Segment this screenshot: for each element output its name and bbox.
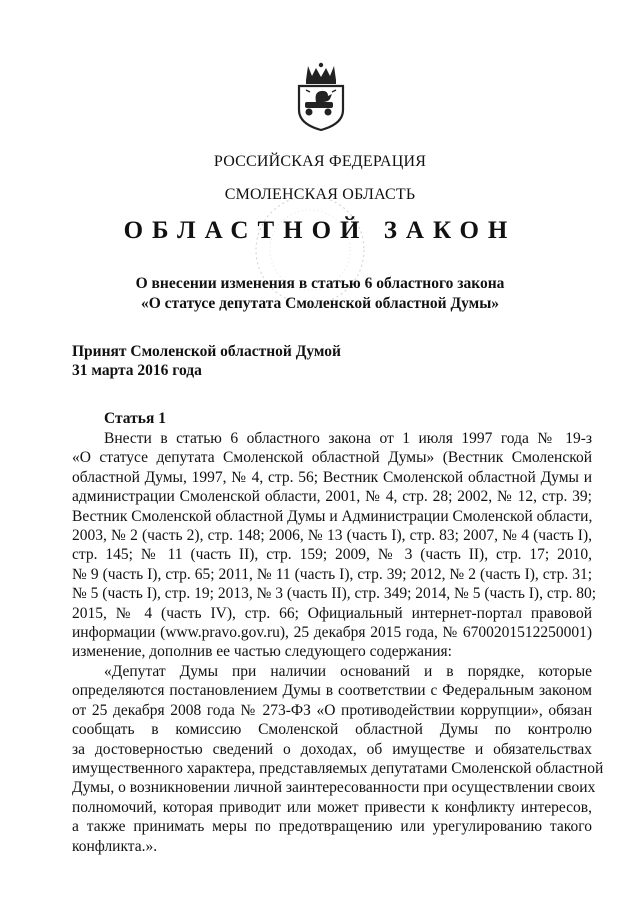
text-line: «О статусе депутата Смоленской областной Думы» (Вестник Смоленской (72, 449, 592, 467)
coat-of-arms-icon (294, 62, 348, 132)
law-subject (0, 274, 640, 314)
text-line: а также принимать меры по предотвращению или урегулированию такого (72, 818, 592, 836)
text-line: 2015, № 4 (часть IV), стр. 66; Официальный интернет-портал правовой (72, 604, 592, 622)
text-line: информации (www.pravo.gov.ru), 25 декабря 2015 года, № 6700201512250001) (72, 623, 592, 641)
text-line: администрации Смоленской области, 2001, № 4, стр. 28; 2002, № 12, стр. 39; (72, 488, 592, 506)
text-line: имущественного характера, представляемых депутатами Смоленской областной (72, 759, 604, 777)
text-line: конфликта.». (72, 837, 158, 855)
article-paragraph-2 (72, 662, 604, 856)
adoption-info (72, 342, 341, 380)
text-line: стр. 145; № 11 (часть II), стр. 159; 2009, № 3 (часть II), стр. 17; 2010, (72, 546, 592, 564)
law-subject-line-1: О внесении изменения в статью 6 областного закона (135, 275, 505, 292)
text-line: «Депутат Думы при наличии оснований и в порядке, которые (104, 663, 592, 680)
text-line: областной Думы, 1997, № 4, стр. 56; Вестник Смоленской областной Думы и (72, 468, 592, 486)
text-line: Думы, о возникновении личной заинтересованности при осуществлении своих (72, 779, 596, 797)
text-line: Вестник Смоленской областной Думы и Администрации Смоленской области, (72, 507, 593, 525)
country-name: РОССИЙСКАЯ ФЕДЕРАЦИЯ (213, 153, 427, 170)
text-line: определяются постановлением Думы в соответствии с Федеральным законом (72, 682, 592, 700)
law-subject-line-2: «О статусе депутата Смоленской областной Думы» (140, 295, 500, 312)
region-name: СМОЛЕНСКАЯ ОБЛАСТЬ (224, 186, 416, 203)
text-line: сообщать в комиссию Смоленской областной Думы по контролю (72, 721, 592, 739)
text-line: Внести в статью 6 областного закона от 1 июля 1997 года № 19-з (104, 430, 592, 447)
adoption-body: Принят Смоленской областной Думой (72, 343, 341, 360)
text-line: № 9 (часть I), стр. 65; 2011, № 11 (часть I), стр. 39; 2012, № 2 (часть I), стр. 31; (72, 565, 592, 583)
text-line: 2003, № 2 (часть 2), стр. 148; 2006, № 13 (часть I), стр. 83; 2007, № 4 (часть I), (72, 526, 592, 544)
article-title: Статья 1 (104, 410, 166, 427)
text-line: изменение, дополнив ее частью следующего содержания: (72, 643, 452, 661)
text-line: за достоверностью сведений о доходах, об имуществе и обязательствах (72, 740, 592, 758)
text-line: № 5 (часть I), стр. 19; 2013, № 3 (часть II), стр. 349; 2014, № 5 (часть I), стр. 80; (72, 585, 596, 603)
adoption-date: 31 марта 2016 года (72, 362, 202, 379)
law-type-heading: ОБЛАСТНОЙ ЗАКОН (123, 217, 517, 244)
text-line: от 25 декабря 2008 года № 273-ФЗ «О противодействии коррупции», обязан (72, 701, 592, 719)
article-paragraph-1 (72, 429, 596, 662)
text-line: полномочий, которая приводит или может привести к конфликту интересов, (72, 798, 592, 816)
